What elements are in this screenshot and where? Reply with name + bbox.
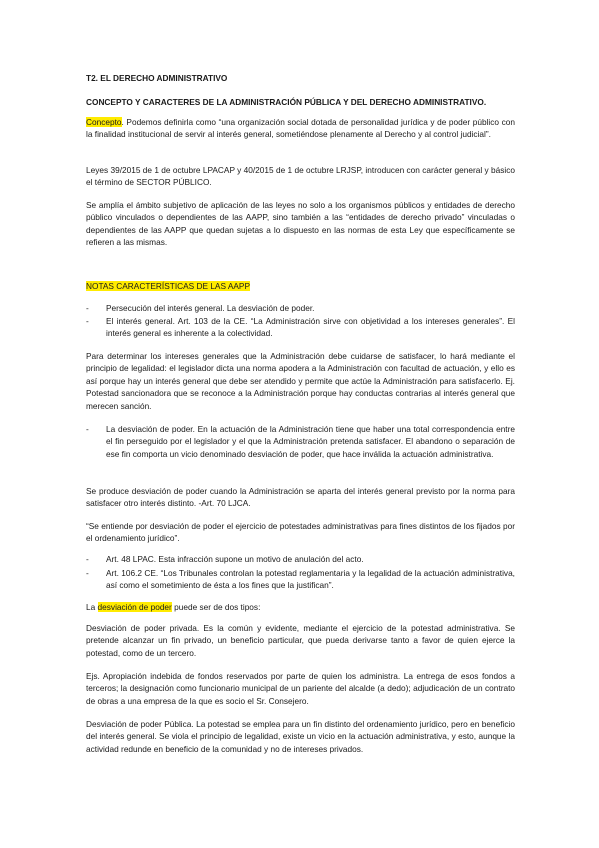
list-item bbox=[86, 423, 515, 460]
list-item bbox=[86, 302, 515, 314]
list-item bbox=[86, 567, 515, 592]
determine-paragraph: Para determinar los intereses generales que la Administración debe cuidarse de satisfacer, lo hará mediante el principio de legalidad: el legislador dicta una norma apodera a la Administración con facultad de actuación, y ello es así porque hay un interés general que debe ser atendido y permite que actúe la Administración para satisfacerlo. Ej. Potestad sancionadora que se reconoce a la Administración porque hay conductas contrarias al interés general que merecen sanción. bbox=[86, 351, 515, 411]
notas-heading bbox=[86, 280, 515, 292]
notas-heading-text: NOTAS CARACTERÍSTICAS DE LAS AAPP bbox=[86, 281, 250, 291]
document-title: T2. EL DERECHO ADMINISTRATIVO bbox=[86, 73, 228, 83]
concept-label: Concepto bbox=[86, 117, 122, 127]
concept-paragraph bbox=[86, 116, 515, 141]
list-item bbox=[86, 315, 515, 340]
list-item-text: Persecución del interés general. La desviación de poder. bbox=[106, 303, 315, 313]
bullet-dash: - bbox=[86, 424, 89, 434]
bullet-dash: - bbox=[86, 316, 89, 326]
section-heading: CONCEPTO Y CARACTERES DE LA ADMINISTRACIÓN PÚBLICA Y DEL DERECHO ADMINISTRATIVO. bbox=[86, 97, 487, 107]
examples-paragraph: Ejs. Apropiación indebida de fondos reservados por parte de quien los administra. La entrega de esos fondos a terceros; la designación como funcionario municipal de un pariente del alcalde (a dedo); adjudicación de un contrato de obras a una empresa de la que es socio el Sr. Consejero. bbox=[86, 671, 515, 706]
list-item-text: La desviación de poder. En la actuación de la Administración tiene que haber una total correspondencia entre el fin perseguido por el legislador y el que la Administración pretenda satisfacer. El abandono o separación de ese fin comporta un vicio denominado desviación de poder, que hace inválida la actuación administrativa. bbox=[106, 424, 515, 459]
private-deviation-paragraph: Desviación de poder privada. Es la común y evidente, mediante el ejercicio de la potestad administrativa. Se pretende alcanzar un fin privado, un beneficio particular, que pueda derivarse tanto a favor de quien ejerce la potestad, como de un tercero. bbox=[86, 623, 515, 658]
types-highlight: desviación de poder bbox=[97, 602, 172, 612]
list-item-text: El interés general. Art. 103 de la CE. “La Administración sirve con objetividad a los intereses generales”. El interés general es inherente a la colectividad. bbox=[106, 316, 515, 339]
bullet-dash: - bbox=[86, 568, 89, 578]
produce-paragraph: Se produce desviación de poder cuando la Administración se aparta del interés general previsto por la norma para satisfacer otro interés distinto. -Art. 70 LJCA. bbox=[86, 486, 515, 509]
scope-paragraph: Se amplía el ámbito subjetivo de aplicación de las leyes no solo a los organismos públicos y entidades de derecho público vinculados o dependientes de las AAPP, sino también a las “entidades de derecho privado” vinculadas o dependientes de las AAPP que quedan sujetas a lo dispuesto en las normas de esta Ley que específicamente se refieren a las mismas. bbox=[86, 200, 515, 248]
quote-paragraph: “Se entiende por desviación de poder el ejercicio de potestades administrativas para fines distintos de los fijados por el ordenamiento jurídico”. bbox=[86, 521, 515, 544]
bullet-dash: - bbox=[86, 303, 89, 313]
types-paragraph bbox=[86, 601, 515, 613]
types-suffix: puede ser de dos tipos: bbox=[171, 602, 261, 612]
list-item-text: Art. 106.2 CE. “Los Tribunales controlan la potestad reglamentaria y la legalidad de la actuación administrativa, así como el sometimiento de ésta a los fines que la justifican”. bbox=[106, 568, 515, 591]
types-prefix: La bbox=[86, 602, 98, 612]
laws-paragraph: Leyes 39/2015 de 1 de octubre LPACAP y 40/2015 de 1 de octubre LRJSP, introducen con carácter general y básico el término de SECTOR PÚBLICO. bbox=[86, 165, 515, 188]
list-item-text: Art. 48 LPAC. Esta infracción supone un motivo de anulación del acto. bbox=[106, 554, 364, 564]
list-item bbox=[86, 553, 515, 565]
concept-text: . Podemos definirla como “una organización social dotada de personalidad jurídica y de poder público con la finalidad institucional de servir al interés general, sometiéndose plenamente al Derecho y al control judicial”. bbox=[86, 117, 515, 140]
public-deviation-paragraph: Desviación de poder Pública. La potestad se emplea para un fin distinto del ordenamiento jurídico, pero en beneficio del interés general. Se viola el principio de legalidad, existe un vicio en la actuación administrativa, y esto, aunque la actividad redunde en beneficio de la comunidad y no de intereses privados. bbox=[86, 719, 515, 754]
bullet-dash: - bbox=[86, 554, 89, 564]
